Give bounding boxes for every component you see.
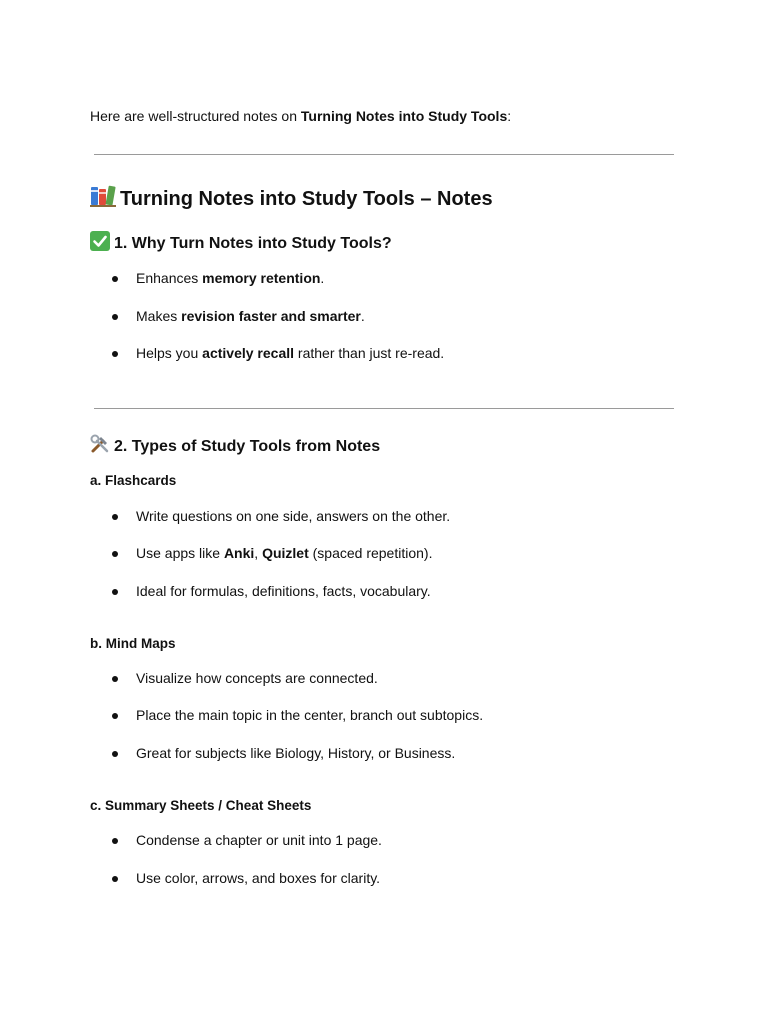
books-icon bbox=[90, 184, 116, 215]
bullet-icon bbox=[112, 876, 118, 882]
check-mark-icon bbox=[90, 231, 110, 257]
list-item-text: . bbox=[320, 270, 325, 286]
list-item-text: Write questions on one side, answers on the other. bbox=[136, 508, 451, 524]
intro-suffix: : bbox=[507, 108, 512, 124]
summary-heading: c. Summary Sheets / Cheat Sheets bbox=[90, 798, 312, 813]
list-item-text: , bbox=[254, 545, 263, 561]
list-item-bold: Quizlet bbox=[262, 545, 309, 561]
section1-heading bbox=[90, 231, 392, 257]
page-title-text: Turning Notes into Study Tools – Notes bbox=[120, 188, 493, 210]
bullet-icon bbox=[112, 514, 118, 520]
intro-prefix: Here are well-structured notes on bbox=[90, 108, 301, 124]
bullet-icon bbox=[112, 351, 118, 357]
intro-text bbox=[90, 108, 511, 124]
section2-heading-text: 2. Types of Study Tools from Notes bbox=[114, 438, 381, 455]
list-item-text: Great for subjects like Biology, History, or Business. bbox=[136, 745, 456, 761]
list-item-bold: actively recall bbox=[202, 345, 295, 361]
bullet-icon bbox=[112, 713, 118, 719]
bullet-icon bbox=[112, 676, 118, 682]
bullet-icon bbox=[112, 589, 118, 595]
list-item-bold: Anki bbox=[223, 545, 255, 561]
list-item-text: Use apps like bbox=[136, 545, 224, 561]
bullet-icon bbox=[112, 276, 118, 282]
list-item-text: . bbox=[360, 308, 365, 324]
bullet-icon bbox=[112, 751, 118, 757]
intro-bold: Turning Notes into Study Tools bbox=[300, 108, 508, 124]
bullet-icon bbox=[112, 314, 118, 320]
list-item-text: Use color, arrows, and boxes for clarity. bbox=[136, 870, 381, 886]
flashcards-heading: a. Flashcards bbox=[90, 473, 177, 488]
divider bbox=[94, 154, 674, 155]
list-item-text: rather than just re-read. bbox=[294, 345, 445, 361]
list-item-text: (spaced repetition). bbox=[308, 545, 433, 561]
section2-heading bbox=[90, 434, 380, 460]
page-title bbox=[90, 184, 493, 215]
divider bbox=[94, 408, 674, 409]
list-item-text: Condense a chapter or unit into 1 page. bbox=[136, 832, 382, 848]
list-item-text: Enhances bbox=[136, 270, 203, 286]
mindmaps-heading: b. Mind Maps bbox=[90, 636, 176, 651]
bullet-icon bbox=[112, 551, 118, 557]
section1-heading-text: 1. Why Turn Notes into Study Tools? bbox=[114, 235, 392, 252]
list-item-text: Ideal for formulas, definitions, facts, vocabulary. bbox=[136, 583, 431, 599]
bullet-icon bbox=[112, 838, 118, 844]
list-item-text: Visualize how concepts are connected. bbox=[136, 670, 378, 686]
tools-icon bbox=[90, 434, 110, 460]
list-item-bold: memory retention bbox=[202, 270, 321, 286]
list-item-text: Place the main topic in the center, branch out subtopics. bbox=[136, 707, 484, 723]
list-item-bold: revision faster and smarter bbox=[181, 308, 361, 324]
list-item-text: Helps you bbox=[136, 345, 203, 361]
list-item-text: Makes bbox=[136, 308, 182, 324]
